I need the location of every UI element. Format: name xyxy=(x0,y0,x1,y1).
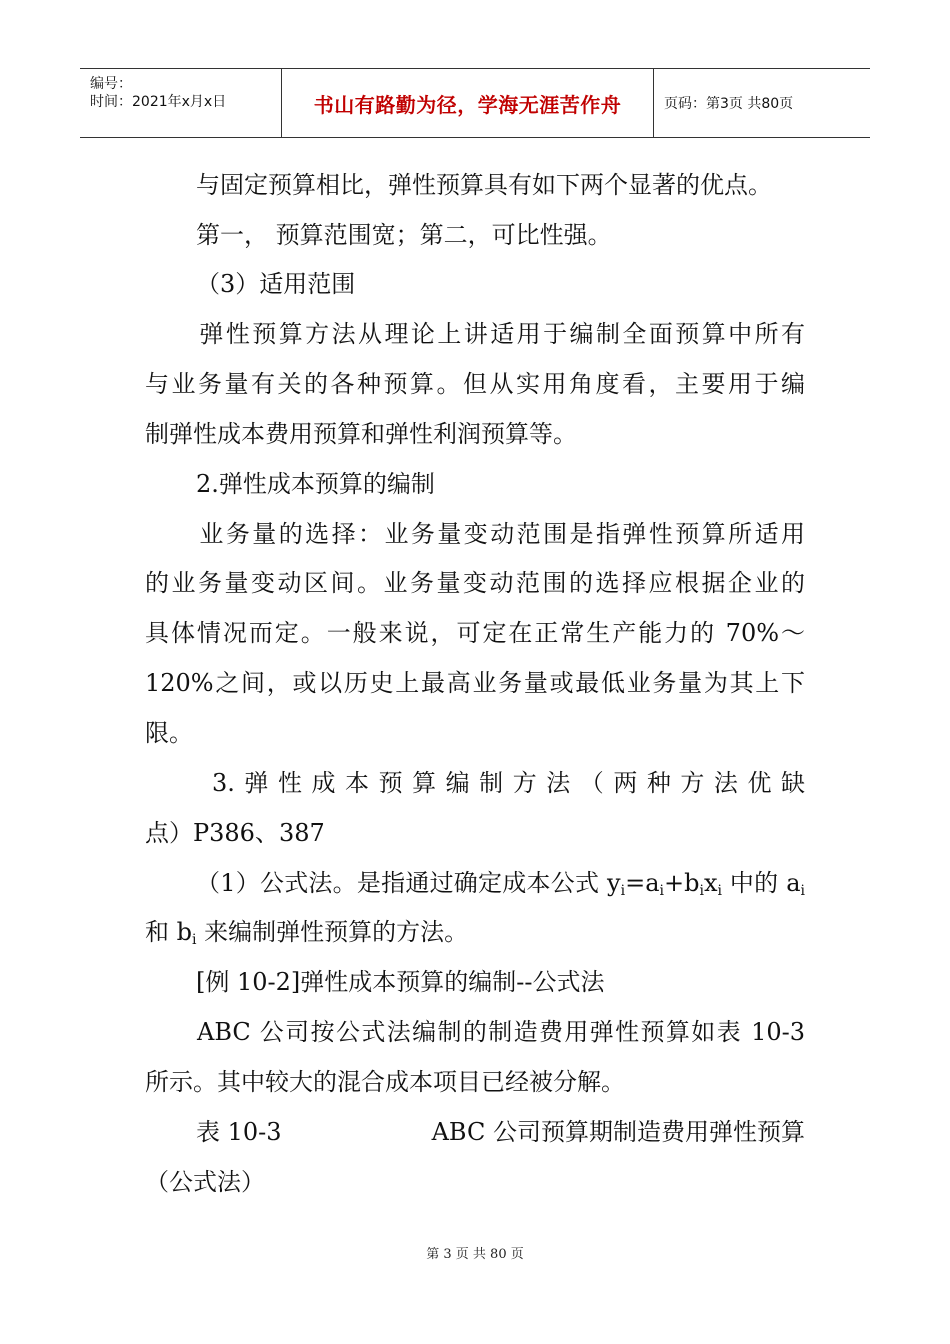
paragraph-volume-line4: 120%之间，或以历史上最高业务量或最低业务量为其上下 xyxy=(145,669,805,697)
section-heading-scope: （3）适用范围 xyxy=(196,270,356,298)
header-page-info: 页码：第3页 共80页 xyxy=(664,96,794,112)
paragraph-advantages-list: 第一， 预算范围宽；第二，可比性强。 xyxy=(196,221,612,249)
table-caption-number: 表 10-3 xyxy=(196,1118,282,1146)
paragraph-scope-line2: 与业务量有关的各种预算。但从实用角度看，主要用于编 xyxy=(145,370,805,398)
header-motto-cell xyxy=(282,69,654,137)
table-caption-subtitle: （公式法） xyxy=(145,1168,265,1196)
paragraph-volume-line5: 限。 xyxy=(145,719,193,747)
section-heading-methods: 3.弹性成本预算编制方法（两种方法优缺 xyxy=(212,769,805,797)
paragraph-scope-line1: 弹性预算方法从理论上讲适用于编制全面预算中所有 xyxy=(197,320,805,348)
example-heading: [例 10-2]弹性成本预算的编制--公式法 xyxy=(196,968,605,996)
paragraph-volume-line1: 业务量的选择：业务量变动范围是指弹性预算所适用 xyxy=(197,520,805,548)
paragraph-example-line2: 所示。其中较大的混合成本项目已经被分解。 xyxy=(145,1068,625,1096)
page-footer: 第 3 页 共 80 页 xyxy=(426,1247,524,1262)
table-caption-title: ABC 公司预算期制造费用弹性预算 xyxy=(431,1118,805,1146)
paragraph-formula-line2: 和 $b_i$ 来编制弹性预算的方法。 xyxy=(145,918,469,948)
document-number-label: 编号： xyxy=(90,76,132,92)
paragraph-scope-line3: 制弹性成本费用预算和弹性利润预算等。 xyxy=(145,420,577,448)
paragraph-volume-line2: 的业务量变动区间。业务量变动范围的选择应根据企业的 xyxy=(145,569,805,597)
header-meta-cell xyxy=(80,69,282,137)
header-page-cell xyxy=(654,69,870,137)
section-heading-cost-budget: 2.弹性成本预算的编制 xyxy=(196,470,435,498)
paragraph-example-line1: ABC 公司按公式法编制的制造费用弹性预算如表 10-3 xyxy=(197,1018,805,1046)
paragraph-volume-line3: 具体情况而定。一般来说，可定在正常生产能力的 70%～ xyxy=(145,619,805,647)
document-date-label: 时间：2021年x月x日 xyxy=(90,94,227,110)
paragraph-advantages: 与固定预算相比，弹性预算具有如下两个显著的优点。 xyxy=(196,171,772,199)
header-motto: 书山有路勤为径，学海无涯苦作舟 xyxy=(313,92,622,117)
page-header xyxy=(80,68,870,138)
section-heading-methods-line2: 点）P386、387 xyxy=(145,819,325,847)
paragraph-formula-line1: （1）公式法。是指通过确定成本公式 $y_i=a_i+b_ix_i$ 中的 $a_i$ xyxy=(196,869,805,899)
